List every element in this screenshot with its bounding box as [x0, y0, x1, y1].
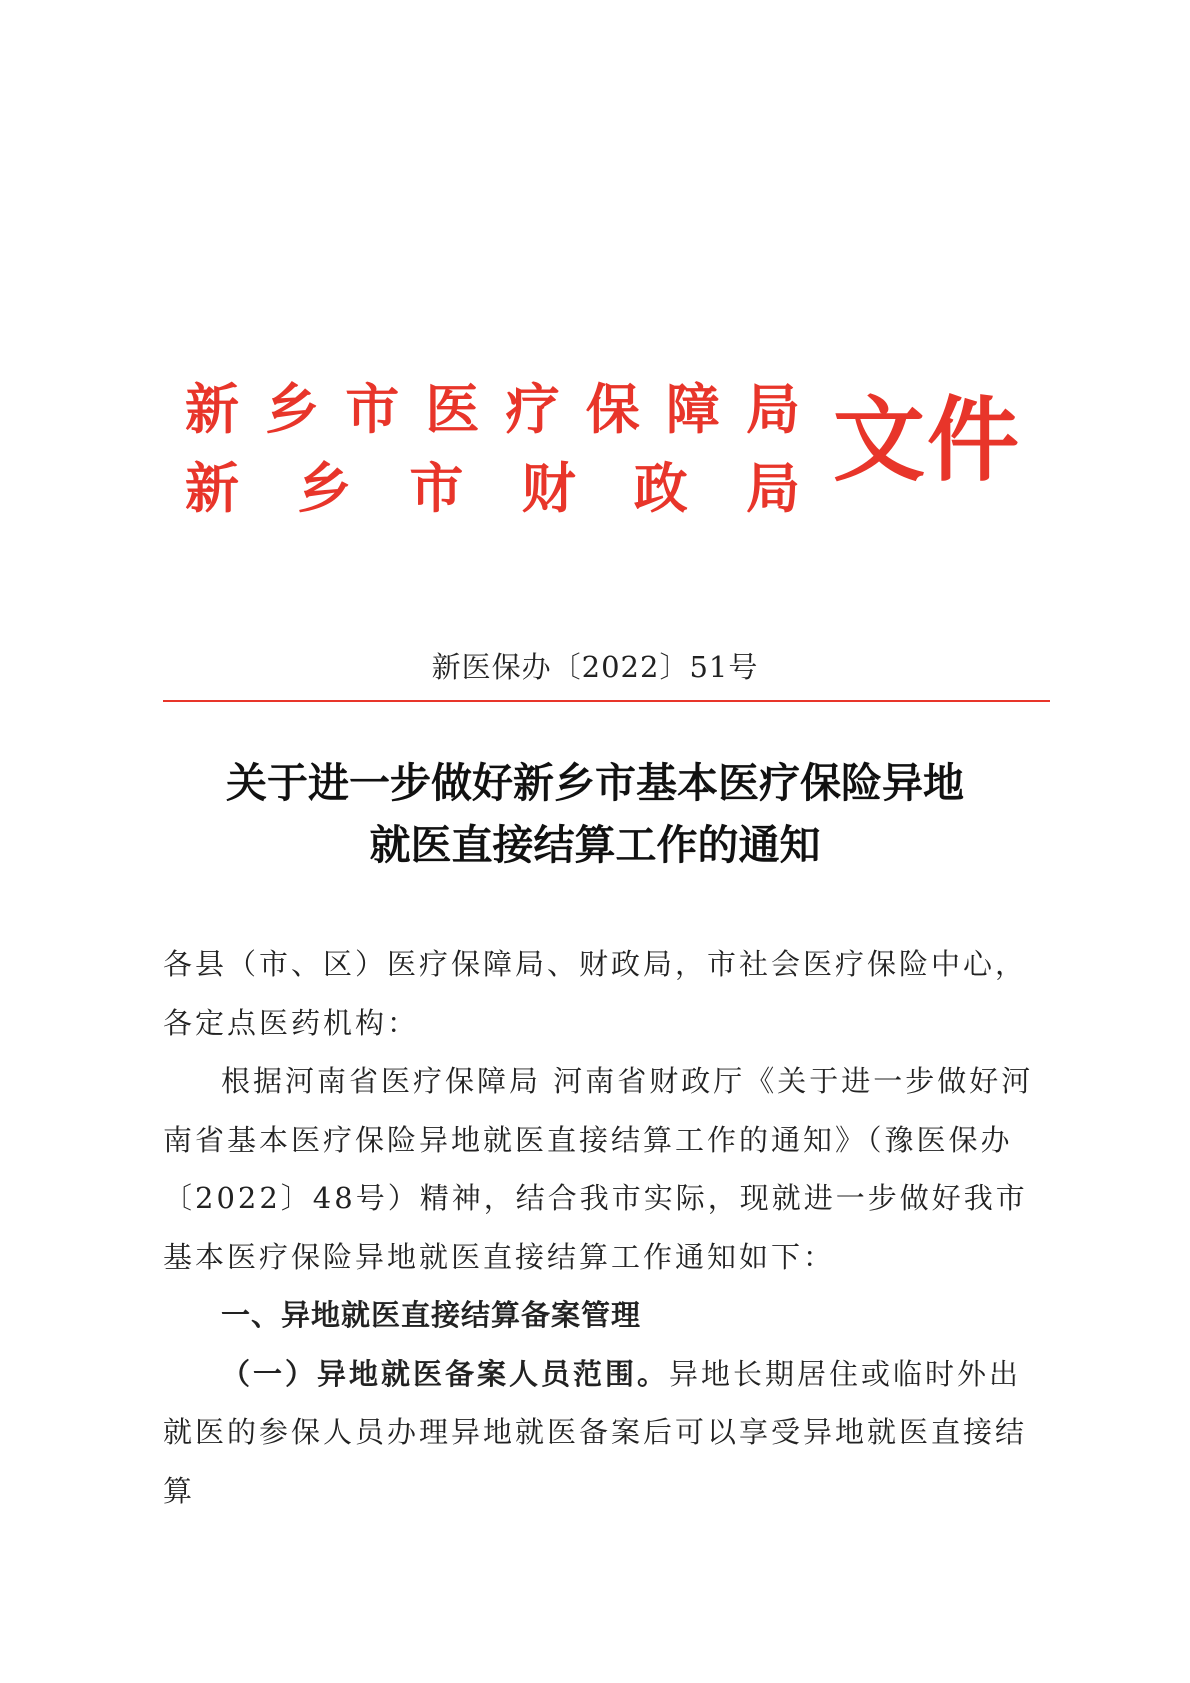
document-number: 新医保办〔2022〕51号 — [431, 650, 759, 684]
issuer-line-medical-security-bureau — [185, 370, 800, 440]
document-suffix: 文件 — [833, 386, 1022, 494]
intro-paragraph: 根据河南省医疗保障局 河南省财政厅《关于进一步做好河南省基本医疗保险异地就医直接结算工作的通知》（豫医保办〔2022〕48号）精神，结合我市实际，现就进一步做好我市基本医疗保险异地就医直接结算工作通知如下： — [163, 1064, 1034, 1274]
issuer-char: 新 — [185, 376, 239, 441]
item-paragraph — [163, 1345, 1050, 1521]
title-line-2: 就医直接结算工作的通知 — [369, 821, 821, 869]
red-divider-line — [163, 700, 1050, 702]
section-heading: 一、异地就医直接结算备案管理 — [221, 1298, 642, 1332]
issuer-char: 障 — [665, 376, 720, 441]
issuer-char: 市 — [345, 376, 400, 441]
issuer-char: 局 — [745, 376, 800, 441]
recipients-paragraph: 各县（市、区）医疗保障局、财政局，市社会医疗保险中心，各定点医药机构： — [163, 947, 1028, 1040]
issuer-char: 乡 — [297, 455, 352, 520]
issuer-char: 财 — [521, 455, 576, 520]
issuer-char: 保 — [585, 376, 640, 441]
item-text: 异地长期居住或临时外出就医的参保人员办理异地就医备案后可以享受异地就医直接结算 — [163, 1356, 1028, 1508]
issuer-char: 市 — [409, 455, 464, 520]
issuer-char: 局 — [745, 455, 800, 520]
issuer-char: 乡 — [265, 376, 320, 441]
document-title — [0, 752, 1190, 876]
item-lead: （一）异地就医备案人员范围。 — [221, 1356, 670, 1391]
issuer-char: 医 — [425, 376, 480, 441]
title-line-1: 关于进一步做好新乡市基本医疗保险异地 — [226, 759, 964, 807]
issuer-char: 新 — [185, 455, 239, 520]
issuer-char: 疗 — [505, 376, 560, 441]
issuer-char: 政 — [633, 455, 688, 520]
document-body — [163, 935, 1050, 1520]
issuer-line-finance-bureau — [185, 449, 800, 519]
document-header — [185, 370, 1035, 520]
